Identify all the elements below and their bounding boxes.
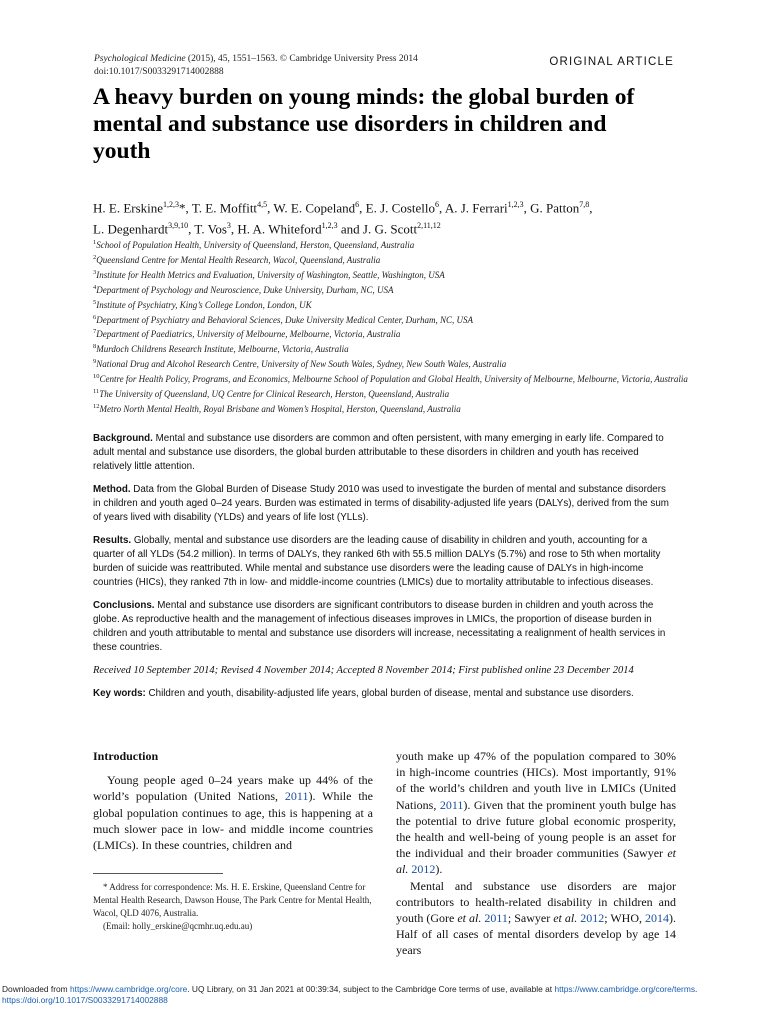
author-affiliation-marker: 1,2,3: [321, 221, 338, 231]
section-heading: Introduction: [93, 749, 159, 763]
author-name: T. E. Moffitt: [191, 200, 258, 216]
citation-link[interactable]: 2011: [284, 789, 309, 804]
download-notice: Downloaded from https://www.cambridge.org/core. UQ Library, on 31 Jan 2021 at 00:39:34, subject to the Cambridge Core terms of use, available at https://www.cambridge.org/core/terms. https://doi.org/10.1017/S0033291714002888: [2, 984, 698, 1005]
affiliation-item: $^{10}$Centre for Health Policy, Programs, and Economics, Melbourne School of Population and Global Health, University of Melbourne, Melbourne, Victoria, Australia: [93, 373, 688, 385]
correspondence-address: * Address for correspondence: Ms. H. E. Erskine, Queensland Centre for Mental Health Research, Dawson House, The Park Centre for Mental Health, Wacol, QLD 4076, Australia.: [93, 882, 372, 918]
author-name: A. J. Ferrari: [444, 200, 508, 216]
conclusions-label: Conclusions.: [93, 600, 155, 611]
affiliation-item: $^9$National Drug and Alcohol Research Centre, University of New South Wales, Sydney, New South Wales, Australia: [93, 358, 507, 370]
journal-name: Psychological Medicine: [94, 54, 186, 64]
author-affiliation-marker: 2,11,12: [417, 221, 441, 231]
author-affiliation-marker: 3,9,10: [168, 221, 189, 231]
cambridge-core-link[interactable]: https://www.cambridge.org/core: [69, 984, 188, 994]
body-paragraph: youth make up 47% of the population compared to 30% in high-income countries (HICs). Most importantly, 91% of the world’s children and youth live in LMICs (United Nations, 2011). Given that the prominent youth bulge has the potential to drive future global economic prosperity, the health and well-being of young people is an asset for the individual and their broader communities (Sawyer et al. 2012).: [396, 749, 676, 877]
citation-link[interactable]: 2011: [484, 911, 508, 926]
affiliation-item: $^4$Department of Psychology and Neuroscience, Duke University, Durham, NC, USA: [93, 283, 394, 295]
author-name: J. G. Scott: [362, 221, 418, 237]
terms-link[interactable]: https://www.cambridge.org/core/terms: [554, 984, 696, 994]
affiliation-item: $^6$Department of Psychiatry and Behavioral Sciences, Duke University Medical Center, Durham, NC, USA: [93, 313, 474, 325]
abstract: [93, 432, 675, 710]
affiliation-list: [93, 237, 693, 416]
abstract-background: Background. Mental and substance use disorders are common and often persistent, with many emerging in early life. Compared to adult mental and substance use disorders, the global burden attributable to these disorders in children and youth has received relatively little attention.: [93, 433, 664, 472]
abstract-conclusions: Conclusions. Mental and substance use disorders are significant contributors to disease burden in children and youth across the globe. As reproductive health and the management of infectious diseases improves in LMICs, the proportion of disease burden in children and youth attributable to mental and substance use disorders will increase, necessitating a realignment of health services in these countries.: [93, 600, 666, 653]
author-name: T. Vos: [194, 221, 227, 237]
keywords: Key words: Children and youth, disability-adjusted life years, global burden of disease, mental and substance use disorders.: [93, 688, 634, 699]
author-name: E. J. Costello: [365, 200, 436, 216]
citation-link[interactable]: 2012: [411, 862, 436, 877]
doi: doi:10.1017/S0033291714002888: [94, 67, 224, 77]
author-affiliation-marker: 6: [355, 200, 360, 209]
affiliation-item: $^8$Murdoch Childrens Research Institute, Melbourne, Victoria, Australia: [93, 343, 349, 355]
keywords-label: Key words:: [93, 688, 146, 699]
citation-link[interactable]: 2014: [645, 911, 669, 926]
author-affiliation-marker: 1,2,3: [507, 200, 524, 209]
body-column-right: [396, 748, 676, 959]
article-type: ORIGINAL ARTICLE: [549, 56, 674, 68]
author-affiliation-marker: 4,5: [257, 200, 268, 209]
author-affiliation-marker: 1,2,3: [163, 200, 180, 209]
affiliation-item: $^1$School of Population Health, University of Queensland, Herston, Queensland, Australia: [93, 239, 415, 250]
abstract-method: Method. Data from the Global Burden of Disease Study 2010 was used to investigate the burden of mental and substance disorders in children and youth aged 0–24 years. Burden was estimated in terms of disability-adjusted life years (DALYs), derived from the sum of years lived with disability (YLDs) and years of life lost (YLLs).: [93, 484, 669, 523]
footnote-divider: [93, 873, 223, 874]
journal-volume-info: (2015), 45, 1551–1563. © Cambridge University Press 2014: [185, 54, 418, 64]
affiliation-item: $^{12}$Metro North Mental Health, Royal Brisbane and Women’s Hospital, Herston, Queensland, Australia: [93, 402, 461, 414]
affiliation-item: $^3$Institute for Health Metrics and Evaluation, University of Washington, Seattle, Washington, USA: [93, 268, 445, 280]
author-name: H. E. Erskine: [93, 200, 164, 216]
affiliation-item: $^7$Department of Paediatrics, University of Melbourne, Melbourne, Victoria, Australia: [93, 328, 401, 340]
citation-link[interactable]: 2012: [580, 911, 605, 926]
body-paragraph: Mental and substance use disorders are major contributors to health-related disability in children and youth (Gore et al. 2011; Sawyer et al. 2012; WHO, 2014). Half of all cases of mental disorders develop by age 14 years: [396, 878, 676, 958]
author-name: H. A. Whiteford: [237, 221, 322, 237]
affiliation-item: $^2$Queensland Centre for Mental Health Research, Wacol, Queensland, Australia: [93, 253, 381, 265]
results-label: Results.: [93, 535, 132, 546]
author-affiliation-marker: 7,8: [579, 200, 590, 209]
journal-citation: [94, 53, 418, 79]
citation-link[interactable]: 2011: [439, 797, 464, 812]
body-column-left: [93, 748, 373, 853]
affiliation-item: $^{11}$The University of Queensland, UQ Centre for Clinical Research, Herston, Queensland, Australia: [93, 388, 450, 400]
received-dates: Received 10 September 2014; Revised 4 November 2014; Accepted 8 November 2014; First published online 23 December 2014: [93, 665, 634, 676]
correspondence-email: (Email: holly_erskine@qcmhr.uq.edu.au): [103, 921, 253, 931]
body-paragraph: Young people aged 0–24 years make up 44% of the world’s population (United Nations, 2011). While the global population continues to age, this is happening at a much slower pace in low- and middle income countries (LMICs). In these countries, children and: [93, 773, 373, 853]
doi-link[interactable]: https://doi.org/10.1017/S0033291714002888: [2, 995, 168, 1005]
author-name: W. E. Copeland: [273, 200, 356, 216]
correspondence-footnote: [93, 881, 373, 933]
abstract-results: Results. Globally, mental and substance use disorders are the leading cause of disability in children and youth, accounting for a quarter of all YLDs (54.2 million). In terms of DALYs, they ranked 6th with 55.5 million DALYs (5.7%) and rose to 5th when mortality burden of suicide was reattributed. While mental and substance use disorders were the leading cause of DALYs in high-income countries (HICs), they ranked 7th in low- and middle-income countries (LMICs) due to mortality attributable to infectious diseases.: [93, 535, 661, 588]
background-label: Background.: [93, 433, 153, 444]
article-title: A heavy burden on young minds: the global burden of mental and substance use disorders in children and youth: [93, 84, 635, 164]
author-name: G. Patton: [530, 200, 580, 216]
author-name: L. Degenhardt: [93, 221, 169, 237]
author-list: H. E. Erskine$^{1,2,3}$*, T. E. Moffitt$^{4,5}$, W. E. Copeland$^6$, E. J. Costello$^6$, A. J. Ferrari$^{1,2,3}$, G. Patton$^{7,8}$, L. Degenhardt$^{3,9,10}$, T. Vos$^3$, H. A. Whiteford$^{1,2,3}$ and J. G. Scott$^{2,11,12}$: [93, 200, 593, 237]
author-affiliation-marker: 6: [435, 200, 440, 209]
method-label: Method.: [93, 484, 131, 495]
author-affiliation-marker: 3: [226, 221, 231, 231]
affiliation-item: $^5$Institute of Psychiatry, King’s College London, London, UK: [93, 298, 312, 310]
